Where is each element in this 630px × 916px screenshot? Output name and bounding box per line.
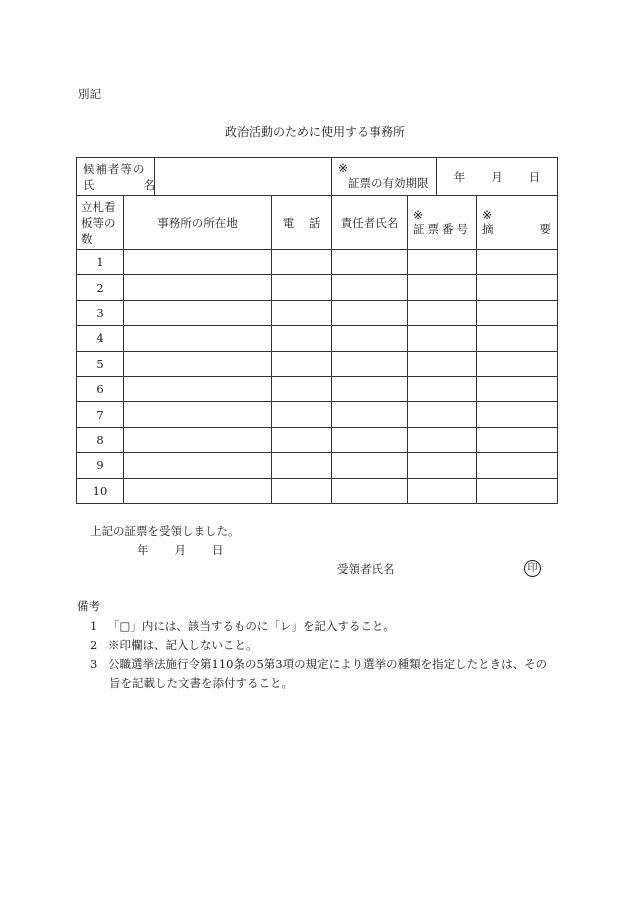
row-number: 7 [77, 402, 124, 427]
note-item: 1 「□」内には、該当するものに「レ」を記入すること。 [90, 619, 395, 633]
table-row [77, 427, 558, 452]
col-sign-count: 立札看 板等の 数 [77, 196, 124, 250]
row-number: 5 [77, 351, 124, 376]
row-number: 4 [77, 326, 124, 351]
candidate-label-shi: 氏 [83, 177, 95, 192]
table-row [77, 275, 558, 300]
note-item: 2 ※印欄は、記入しないこと。 [90, 638, 258, 652]
table-row [77, 402, 558, 427]
col-remarks: ※ 摘 要 [477, 196, 558, 250]
date-year: 年 [453, 169, 466, 184]
candidate-label-line1: 候補者等の [83, 161, 146, 176]
receipt-statement: 上記の証票を受領しました。 [90, 524, 240, 538]
document-title: 政治活動のために使用する事務所 [224, 125, 405, 139]
row-number: 8 [77, 427, 124, 452]
table-row [77, 351, 558, 376]
table-row [77, 300, 558, 325]
candidate-label-mei: 名 [143, 177, 155, 192]
row-number: 1 [77, 250, 124, 275]
col-office-location: 事務所の所在地 [124, 196, 272, 250]
seal-mark-icon: 印 [524, 560, 541, 577]
note-item: 3 公職選挙法施行令第110条の5第3項の規定により選挙の種類を指定したときは、その [90, 657, 548, 671]
col-responsible-person: 責任者氏名 [332, 196, 408, 250]
attachment-label: 別記 [78, 87, 101, 101]
table-row [77, 326, 558, 351]
candidate-name-field[interactable] [155, 158, 332, 196]
row-number: 6 [77, 376, 124, 401]
header-row-candidate [77, 158, 558, 196]
header-row-columns [77, 196, 558, 250]
table-row [77, 453, 558, 478]
validity-label-cell [332, 158, 437, 196]
notes-heading: 備考 [77, 599, 100, 613]
office-form-table [76, 157, 558, 504]
row-number: 9 [77, 453, 124, 478]
date-day: 日 [528, 169, 541, 184]
receiver-name-label: 受領者氏名 [337, 562, 395, 576]
note-item-continuation: 旨を記載した文書を添付すること。 [109, 676, 293, 690]
official-use-mark: ※ [338, 160, 349, 175]
candidate-name-label-cell [77, 158, 155, 196]
validity-date-field[interactable] [437, 158, 558, 196]
receipt-date[interactable]: 年 月 日 [137, 543, 224, 557]
row-number: 3 [77, 300, 124, 325]
table-row [77, 376, 558, 401]
row-number: 10 [77, 478, 124, 503]
row-number: 2 [77, 275, 124, 300]
validity-label: 証票の有効期限 [348, 175, 429, 190]
col-cert-number: ※ 証票番号 [408, 196, 477, 250]
table-row [77, 478, 558, 503]
table-row [77, 250, 558, 275]
col-phone: 電 話 [272, 196, 332, 250]
date-month: 月 [491, 169, 503, 184]
